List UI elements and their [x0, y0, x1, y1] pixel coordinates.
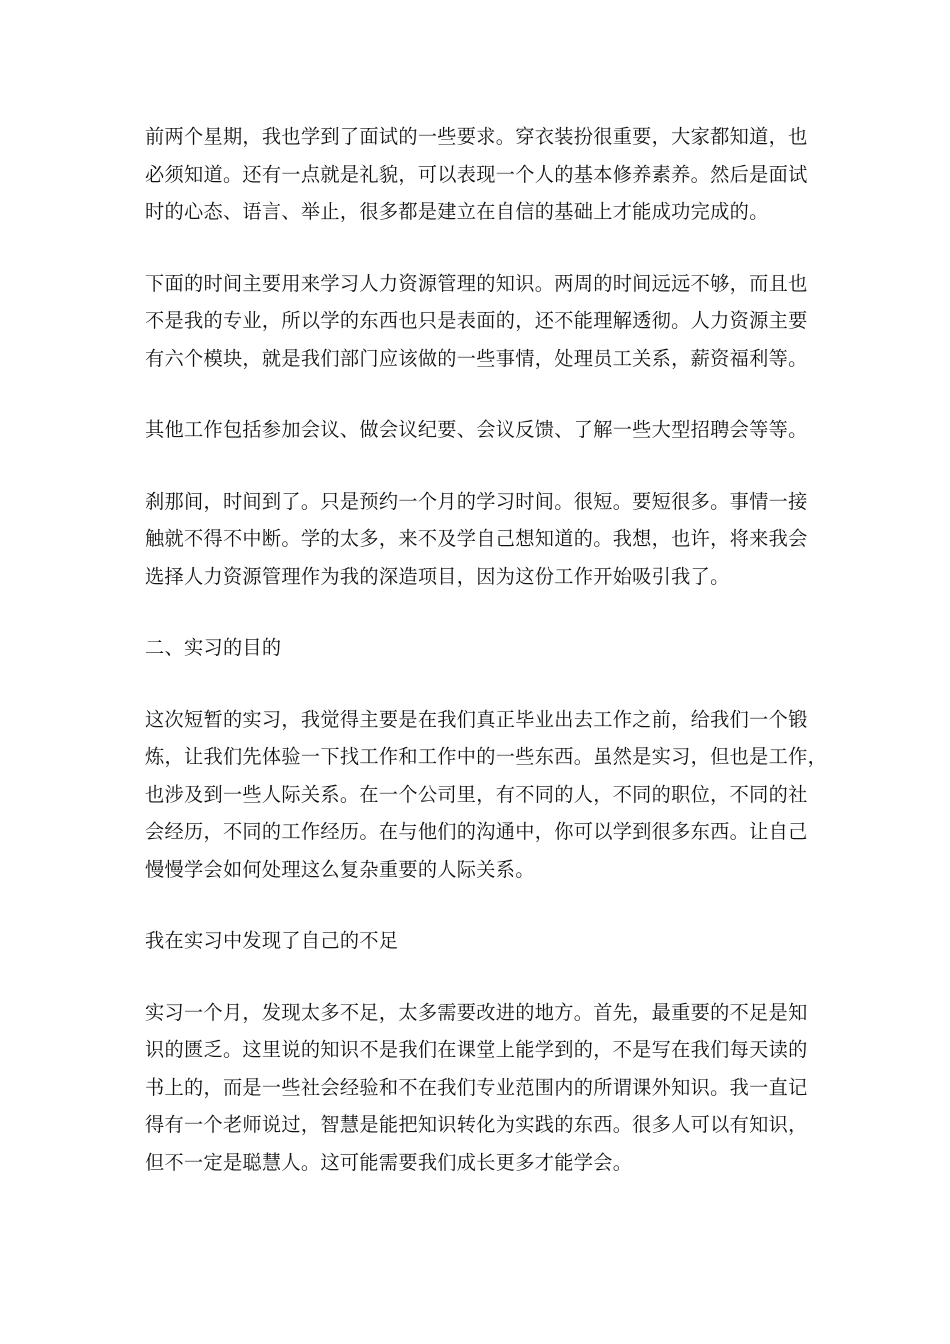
text-line: 有六个模块，就是我们部门应该做的一些事情，处理员工关系，薪资福利等。: [145, 346, 808, 370]
paragraph-interview-requirements: [145, 118, 808, 231]
text-line: 慢慢学会如何处理这么复杂重要的人际关系。: [145, 857, 535, 881]
text-line: 这次短暂的实习，我觉得主要是在我们真正毕业出去工作之前，给我们一个锻: [145, 707, 808, 731]
text-line: 必须知道。还有一点就是礼貌，可以表现一个人的基本修养素养。然后是面试: [145, 162, 808, 186]
paragraph-other-work: [145, 411, 808, 449]
paragraph-internship-purpose: [145, 701, 828, 889]
text-line: 时的心态、语言、举止，很多都是建立在自信的基础上才能成功完成的。: [145, 200, 769, 223]
paragraph-spacer: [145, 960, 805, 994]
text-line: 不是我的专业，所以学的东西也只是表面的，还不能理解透彻。人力资源主要: [145, 309, 808, 332]
paragraph-shortcomings: [145, 994, 808, 1182]
text-line: 触就不得不中断。学的太多，来不及学自己想知道的。我想，也许，将来我会: [145, 527, 808, 550]
paragraph-spacer: [145, 595, 805, 629]
paragraph-spacer: [145, 377, 805, 411]
document-body: [145, 118, 828, 1181]
section-heading-shortcomings: [145, 922, 805, 960]
text-line: 但不一定是聪慧人。这可能需要我们成长更多才能学会。: [145, 1150, 633, 1174]
paragraph-spacer: [145, 888, 805, 922]
text-line: 其他工作包括参加会议、做会议纪要、会议反馈、了解一些大型招聘会等等。: [145, 418, 808, 441]
paragraph-time-up: [145, 483, 808, 596]
text-line: 前两个星期，我也学到了面试的一些要求。穿衣装扮很重要，大家都知道，也: [145, 125, 808, 148]
text-line: 刹那间，时间到了。只是预约一个月的学习时间。很短。要短很多。事情一接: [145, 489, 808, 513]
text-line: 选择人力资源管理作为我的深造项目，因为这份工作开始吸引我了。: [145, 564, 730, 588]
text-line: 下面的时间主要用来学习人力资源管理的知识。两周的时间远远不够，而且也: [145, 271, 808, 295]
paragraph-spacer: [145, 231, 805, 265]
text-line: 炼，让我们先体验一下找工作和工作中的一些东西。虽然是实习，但也是工作，: [145, 745, 828, 768]
paragraph-hr-knowledge: [145, 265, 808, 378]
paragraph-spacer: [145, 667, 805, 701]
text-line: 二、实习的目的: [145, 636, 282, 659]
text-line: 会经历，不同的工作经历。在与他们的沟通中，你可以学到很多东西。让自己: [145, 820, 808, 843]
text-line: 也涉及到一些人际关系。在一个公司里，有不同的人，不同的职位，不同的社: [145, 782, 808, 806]
section-heading-internship-purpose: [145, 629, 805, 667]
text-line: 实习一个月，发现太多不足，太多需要改进的地方。首先，最重要的不足是知: [145, 1000, 808, 1024]
text-line: 我在实习中发现了自己的不足: [145, 929, 399, 952]
text-line: 识的匮乏。这里说的知识不是我们在课堂上能学到的，不是写在我们每天读的: [145, 1038, 808, 1061]
text-line: 得有一个老师说过，智慧是能把知识转化为实践的东西。很多人可以有知识，: [145, 1113, 808, 1136]
text-line: 书上的，而是一些社会经验和不在我们专业范围内的所谓课外知识。我一直记: [145, 1075, 808, 1099]
paragraph-spacer: [145, 449, 805, 483]
